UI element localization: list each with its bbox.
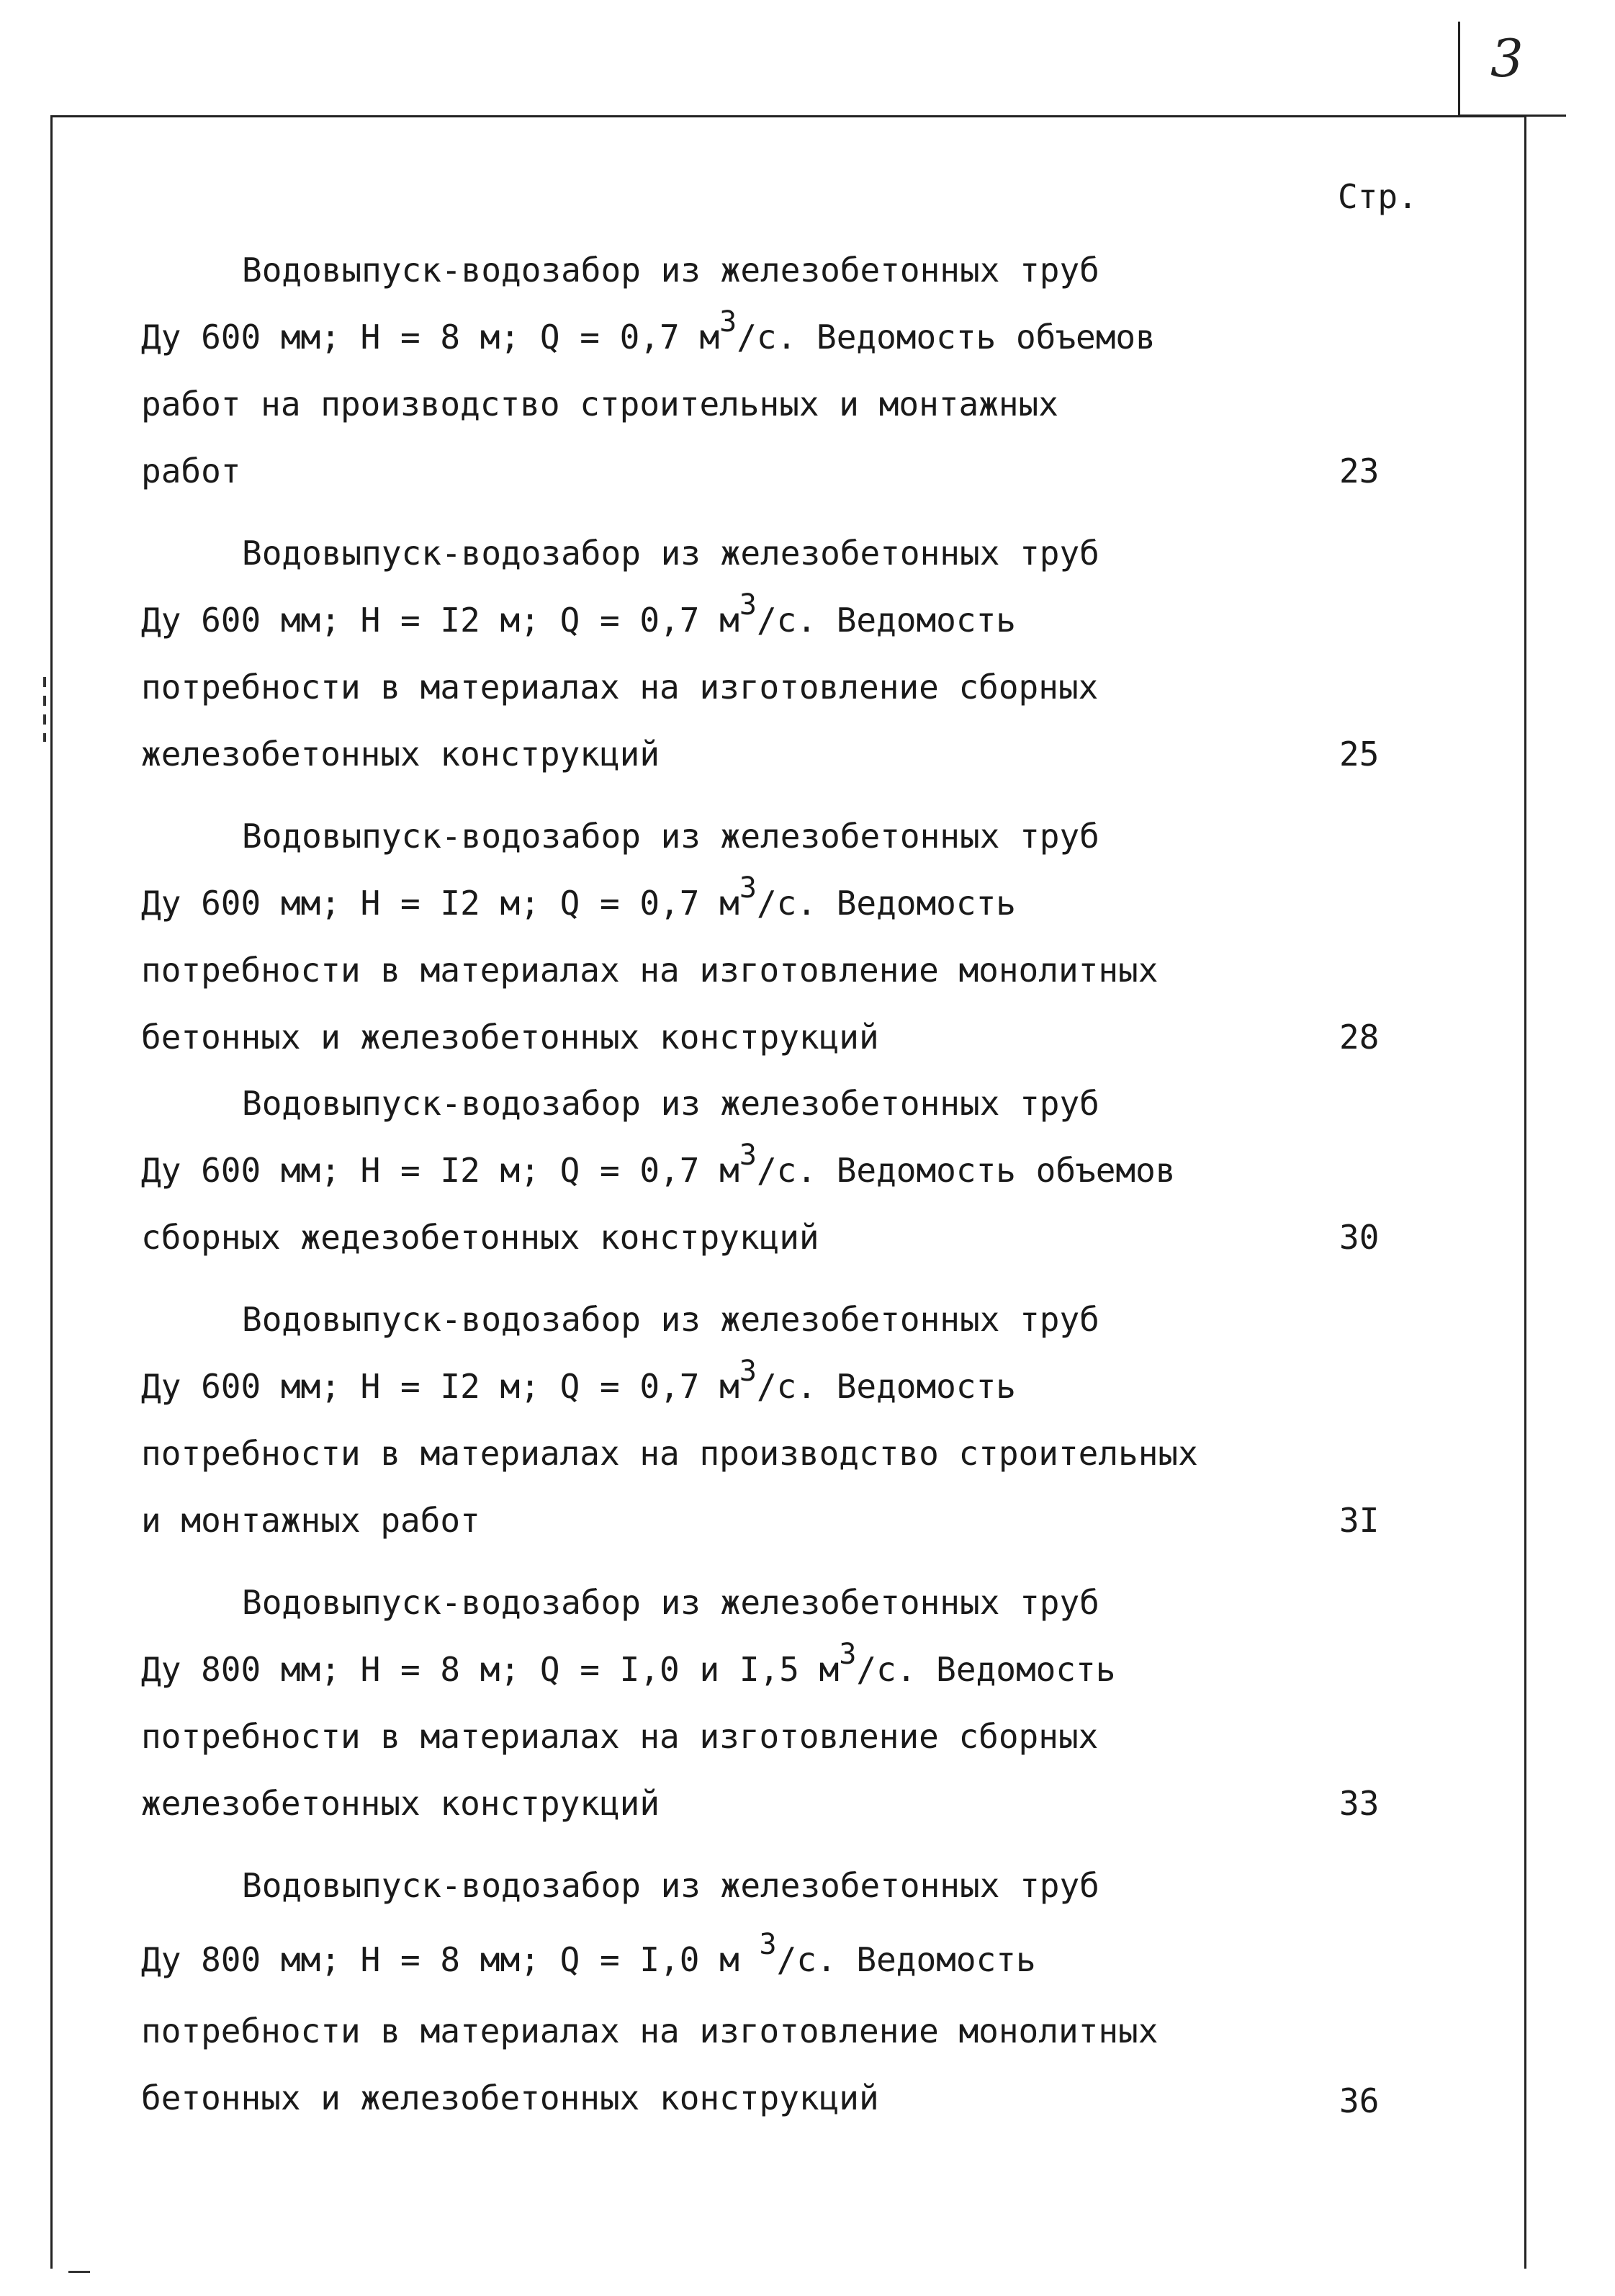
entry-line: Ду 600 мм; Н = 8 м; Q = 0,7 $м^3/с$. Ведомость объемов [141, 305, 1156, 356]
page-reference: 23 [1339, 452, 1380, 490]
entry-line: работ [141, 452, 241, 490]
entry-line: потребности в материалах на изготовление монолитных [141, 951, 1159, 990]
entry-line: Ду 800 мм; Н = 8 м; Q = I,0 и I,5 $м^3/с$. Ведомость [141, 1638, 1116, 1689]
entry-line: бетонных и железобетонных конструкций [141, 1018, 879, 1057]
entry-line: Водовыпуск-водозабор из железобетонных труб [242, 1300, 1099, 1339]
entry-line: Водовыпуск-водозабор из железобетонных труб [242, 534, 1099, 573]
page-number: 3 [1490, 28, 1524, 89]
entry-line: сборных жедезобетонных конструкций [141, 1218, 819, 1257]
page-reference: 3I [1339, 1501, 1380, 1540]
page-reference: 33 [1339, 1784, 1380, 1823]
entry-line: Ду 600 мм; Н = I2 м; Q = 0,7 $м^3/с$. Ведомость [141, 871, 1016, 923]
frame-corner-tick [68, 2271, 90, 2273]
entry-line: Ду 600 мм; Н = I2 м; Q = 0,7 $м^3/с$. Ведомость объемов [141, 1139, 1176, 1190]
entry-line: потребности в материалах на производство строительных [141, 1434, 1198, 1473]
page-reference: 25 [1339, 735, 1380, 773]
entry-line: Водовыпуск-водозабор из железобетонных труб [242, 1866, 1099, 1905]
entry-line: и монтажных работ [141, 1501, 480, 1540]
page-column-header: Стр. [1338, 177, 1418, 216]
entry-line: бетонных и железобетонных конструкций [141, 2078, 879, 2117]
page-reference: 30 [1339, 1218, 1380, 1257]
entry-line: Водовыпуск-водозабор из железобетонных труб [242, 1583, 1099, 1622]
page-reference: 28 [1339, 1018, 1380, 1057]
entry-line: Ду 800 мм; Н = 8 мм; Q = I,0 м $^3$/с. Ведомость [141, 1928, 1036, 1979]
entry-line: Водовыпуск-водозабор из железобетонных труб [242, 817, 1099, 856]
entry-line: Водовыпуск-водозабор из железобетонных труб [242, 1084, 1099, 1123]
margin-mark [43, 677, 46, 742]
entry-line: Ду 600 мм; Н = I2 м; Q = 0,7 $м^3/с$. Ведомость [141, 588, 1016, 640]
entry-line: Водовыпуск-водозабор из железобетонных труб [242, 251, 1099, 290]
entry-line: работ на производство строительных и монтажных [141, 385, 1058, 423]
entry-line: железобетонных конструкций [141, 1784, 660, 1823]
entry-line: Ду 600 мм; Н = I2 м; Q = 0,7 $м^3/с$. Ведомость [141, 1355, 1016, 1406]
entry-line: потребности в материалах на изготовление сборных [141, 1717, 1099, 1756]
entry-line: потребности в материалах на изготовление монолитных [141, 2012, 1159, 2050]
entry-line: железобетонных конструкций [141, 735, 660, 773]
entry-line: потребности в материалах на изготовление сборных [141, 668, 1099, 707]
page-reference: 36 [1339, 2081, 1380, 2120]
